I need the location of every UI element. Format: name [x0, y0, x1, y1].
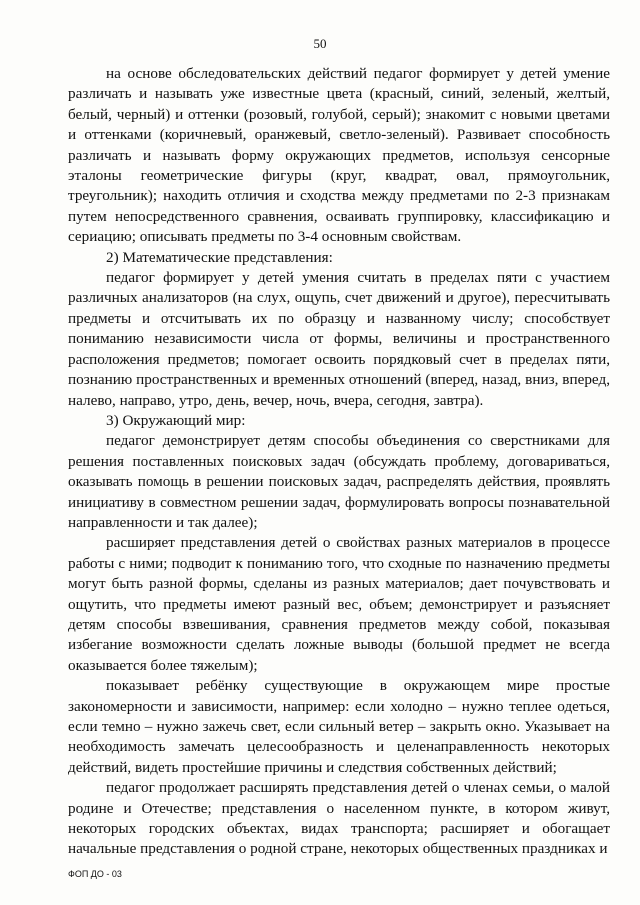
paragraph-world-1: педагог демонстрирует детям способы объединения со сверстниками для решения поставленных поисковых задач (обсуждать проблему, договариваться, оказывать помощь в решении поисковых задач, распределять действия, проявлять инициативу в совместном решении задач, формулировать вопросы познавательной направленности и так далее); — [68, 432, 610, 531]
paragraph-world-4: педагог продолжает расширять представления детей о членах семьи, о малой родине и Отечестве; представления о населенном пункте, в котором живут, некоторых городских объектах, видах транспорта; расширяет и обогащает начальные представления о родной стране, некоторых общественных праздниках и — [68, 779, 610, 858]
paragraph-sensory: на основе обследовательских действий педагог формирует у детей умение различать и называть уже известные цвета (красный, синий, зеленый, желтый, белый, черный) и оттенки (розовый, голубой, серый); знакомит с новыми цветами и оттенками (коричневый, оранжевый, светло-зеленый). Развивает способность различать и называть форму окружающих предметов, используя сенсорные эталоны геометрические фигуры (круг, квадрат, овал, прямоугольник, треугольник); находить отличия и сходства между предметами по 2-3 признакам путем непосредственного сравнения, осваивать группировку, классификацию и сериацию; описывать предметы по 3-4 основным свойствам. — [68, 65, 610, 246]
paragraph-math: педагог формирует у детей умения считать в пределах пяти с участием различных анализаторов (на слух, ощупь, счет движений и другое), пересчитывать предметы и отсчитывать их по образцу и названному числу; способствует пониманию независимости числа от формы, величины и пространственного расположения предметов; помогает освоить порядковый счет в пределах пяти, познанию пространственных и временных отношений (вперед, назад, вниз, вперед, налево, направо, утро, день, вечер, ночь, вчера, сегодня, завтра). — [68, 269, 610, 409]
page-number: 50 — [313, 36, 327, 51]
document-body — [68, 64, 610, 860]
paragraph-world-2: расширяет представления детей о свойствах разных материалов в процессе работы с ними; подводит к пониманию того, что сходные по назначению предметы могут быть разной формы, сделаны из разных материалов; дает почувствовать и ощутить, что предметы имеют разный вес, объем; демонстрирует и разъясняет детям способы взвешивания, сравнения предметов между собой, показывая избегание возможности сделать ложные выводы (большой предмет не всегда оказывается более тяжелым); — [68, 534, 610, 674]
footer-label: ФОП ДО - 03 — [68, 869, 122, 879]
paragraph-world-3: показывает ребёнку существующие в окружающем мире простые закономерности и зависимости, например: если холодно – нужно теплее одеться, если темно – нужно зажечь свет, если сильный ветер – закрыть окно. Указывает на необходимость замечать целесообразность и целенаправленность некоторых действий, видеть простейшие причины и следствия собственных действий; — [68, 677, 610, 776]
heading-world: 3) Окружающий мир: — [106, 411, 246, 429]
heading-math: 2) Математические представления: — [106, 248, 333, 266]
